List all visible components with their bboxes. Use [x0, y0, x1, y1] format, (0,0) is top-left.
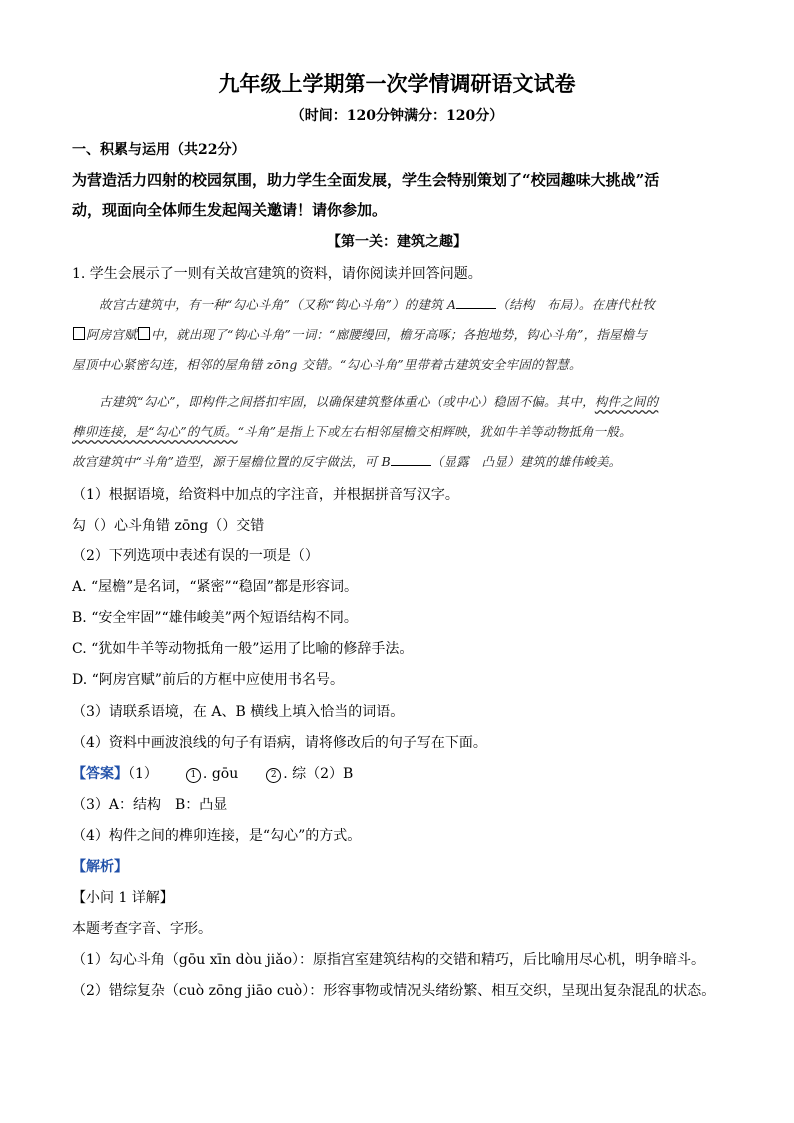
- wavy-sentence: 构件之间的: [594, 394, 659, 409]
- fill-in-line: 勾（）心斗角错 zōng（）交错: [72, 518, 265, 534]
- option-c: C. “犹如牛羊等动物抵角一般”运用了比喻的修辞手法。: [72, 641, 414, 657]
- material-text: 故宫古建筑中，有一种“勾心斗角”（又称“钩心斗角”）的建筑 A: [99, 297, 457, 312]
- material-text: “斗角”是指上下或左右相邻屋檐交相辉映，犹如牛羊等动物抵角一般。: [237, 424, 632, 439]
- page-subtitle: （时间：120分钟满分：120分）: [290, 108, 504, 124]
- circled-number-icon: 1: [186, 768, 201, 783]
- material-line: 屋顶中心紧密勾连，相邻的屋角错 zōng 交错。“勾心斗角”里带着古建筑安全牢固的智慧。: [72, 357, 582, 372]
- answer-line-2: （3）A：结构 B：凸显: [72, 797, 228, 813]
- answer-line: [72, 764, 732, 784]
- option-d: D. “阿房宫赋”前后的方框中应使用书名号。: [72, 672, 344, 688]
- detail-line-2: （1）勾心斗角（gōu xīn dòu jiǎo）：原指宫室建筑结构的交错和精巧，后比喻用尽心机，明争暗斗。: [72, 952, 706, 968]
- material-text: 故宫建筑中“斗角”造型，源于屋檐位置的反宇做法，可 B: [72, 454, 391, 469]
- material-line: [72, 325, 732, 345]
- material-line: [99, 295, 759, 315]
- blank-a: [456, 295, 496, 309]
- box-icon: [73, 327, 85, 340]
- intro-line-1: 为营造活力四射的校园氛围，助力学生全面发展，学生会特别策划了“校园趣味大挑战”活: [72, 171, 660, 189]
- sub-question-2: （2）下列选项中表述有误的一项是（）: [72, 548, 319, 564]
- section-heading: 一、积累与运用（共22分）: [72, 142, 246, 158]
- box-icon: [138, 327, 150, 340]
- material-text: 阿房宫赋: [86, 327, 137, 342]
- answer-tag: 【答案】: [72, 766, 128, 782]
- material-text: 古建筑“勾心”，即构件之间搭扣牢固，以确保建筑整体重心（或中心）稳固不偏。其中，: [99, 394, 595, 409]
- level-heading: 【第一关：建筑之趣】: [327, 234, 467, 250]
- material-line: [72, 452, 732, 472]
- sub-question-1: （1）根据语境，给资料中加点的字注音，并根据拼音写汉字。: [72, 487, 459, 503]
- answer-line-3: （4）构件之间的榫卯连接，是“勾心”的方式。: [72, 828, 362, 844]
- page-title: 九年级上学期第一次学情调研语文试卷: [218, 72, 576, 96]
- detail-line-1: 本题考查字音、字形。: [72, 921, 212, 937]
- material-text: 中，就出现了“钩心斗角”一词：“廊腰缦回，檐牙高啄；各抱地势，钩心斗角”，指屋檐与: [150, 327, 648, 342]
- sub-question-4: （4）资料中画波浪线的句子有语病，请将修改后的句子写在下面。: [72, 735, 487, 751]
- analysis-tag: 【解析】: [72, 859, 128, 875]
- sub-question-3: （3）请联系语境，在 A、B 横线上填入恰当的词语。: [72, 704, 405, 720]
- blank-b: [391, 452, 431, 466]
- sub-question-detail-heading: 【小问 1 详解】: [72, 890, 174, 906]
- option-b: B. “安全牢固”“雄伟峻美”两个短语结构不同。: [72, 610, 358, 626]
- material-text: （结构 布局）。在唐代杜牧: [496, 297, 656, 312]
- wavy-sentence: 榫卯连接，是“勾心”的气质。: [72, 424, 238, 439]
- answer-text: . 综（2）B: [283, 766, 354, 782]
- material-line: [72, 422, 732, 442]
- answer-text: . gōu: [202, 766, 239, 782]
- material-line: [99, 392, 759, 412]
- question-1-stem: 1. 学生会展示了一则有关故宫建筑的资料，请你阅读并回答问题。: [72, 266, 482, 282]
- circled-number-icon: 2: [266, 768, 281, 783]
- answer-part: （1）: [128, 766, 158, 782]
- material-text: （显露 凸显）建筑的雄伟峻美。: [430, 454, 622, 469]
- detail-line-3: （2）错综复杂（cuò zōng jiāo cuò）：形容事物或情况头绪纷繁、相互交织，呈现出复杂混乱的状态。: [72, 983, 716, 999]
- option-a: A. “屋檐”是名词，“紧密”“稳固”都是形容词。: [72, 579, 358, 595]
- intro-line-2: 动，现面向全体师生发起闯关邀请！请你参加。: [72, 201, 388, 219]
